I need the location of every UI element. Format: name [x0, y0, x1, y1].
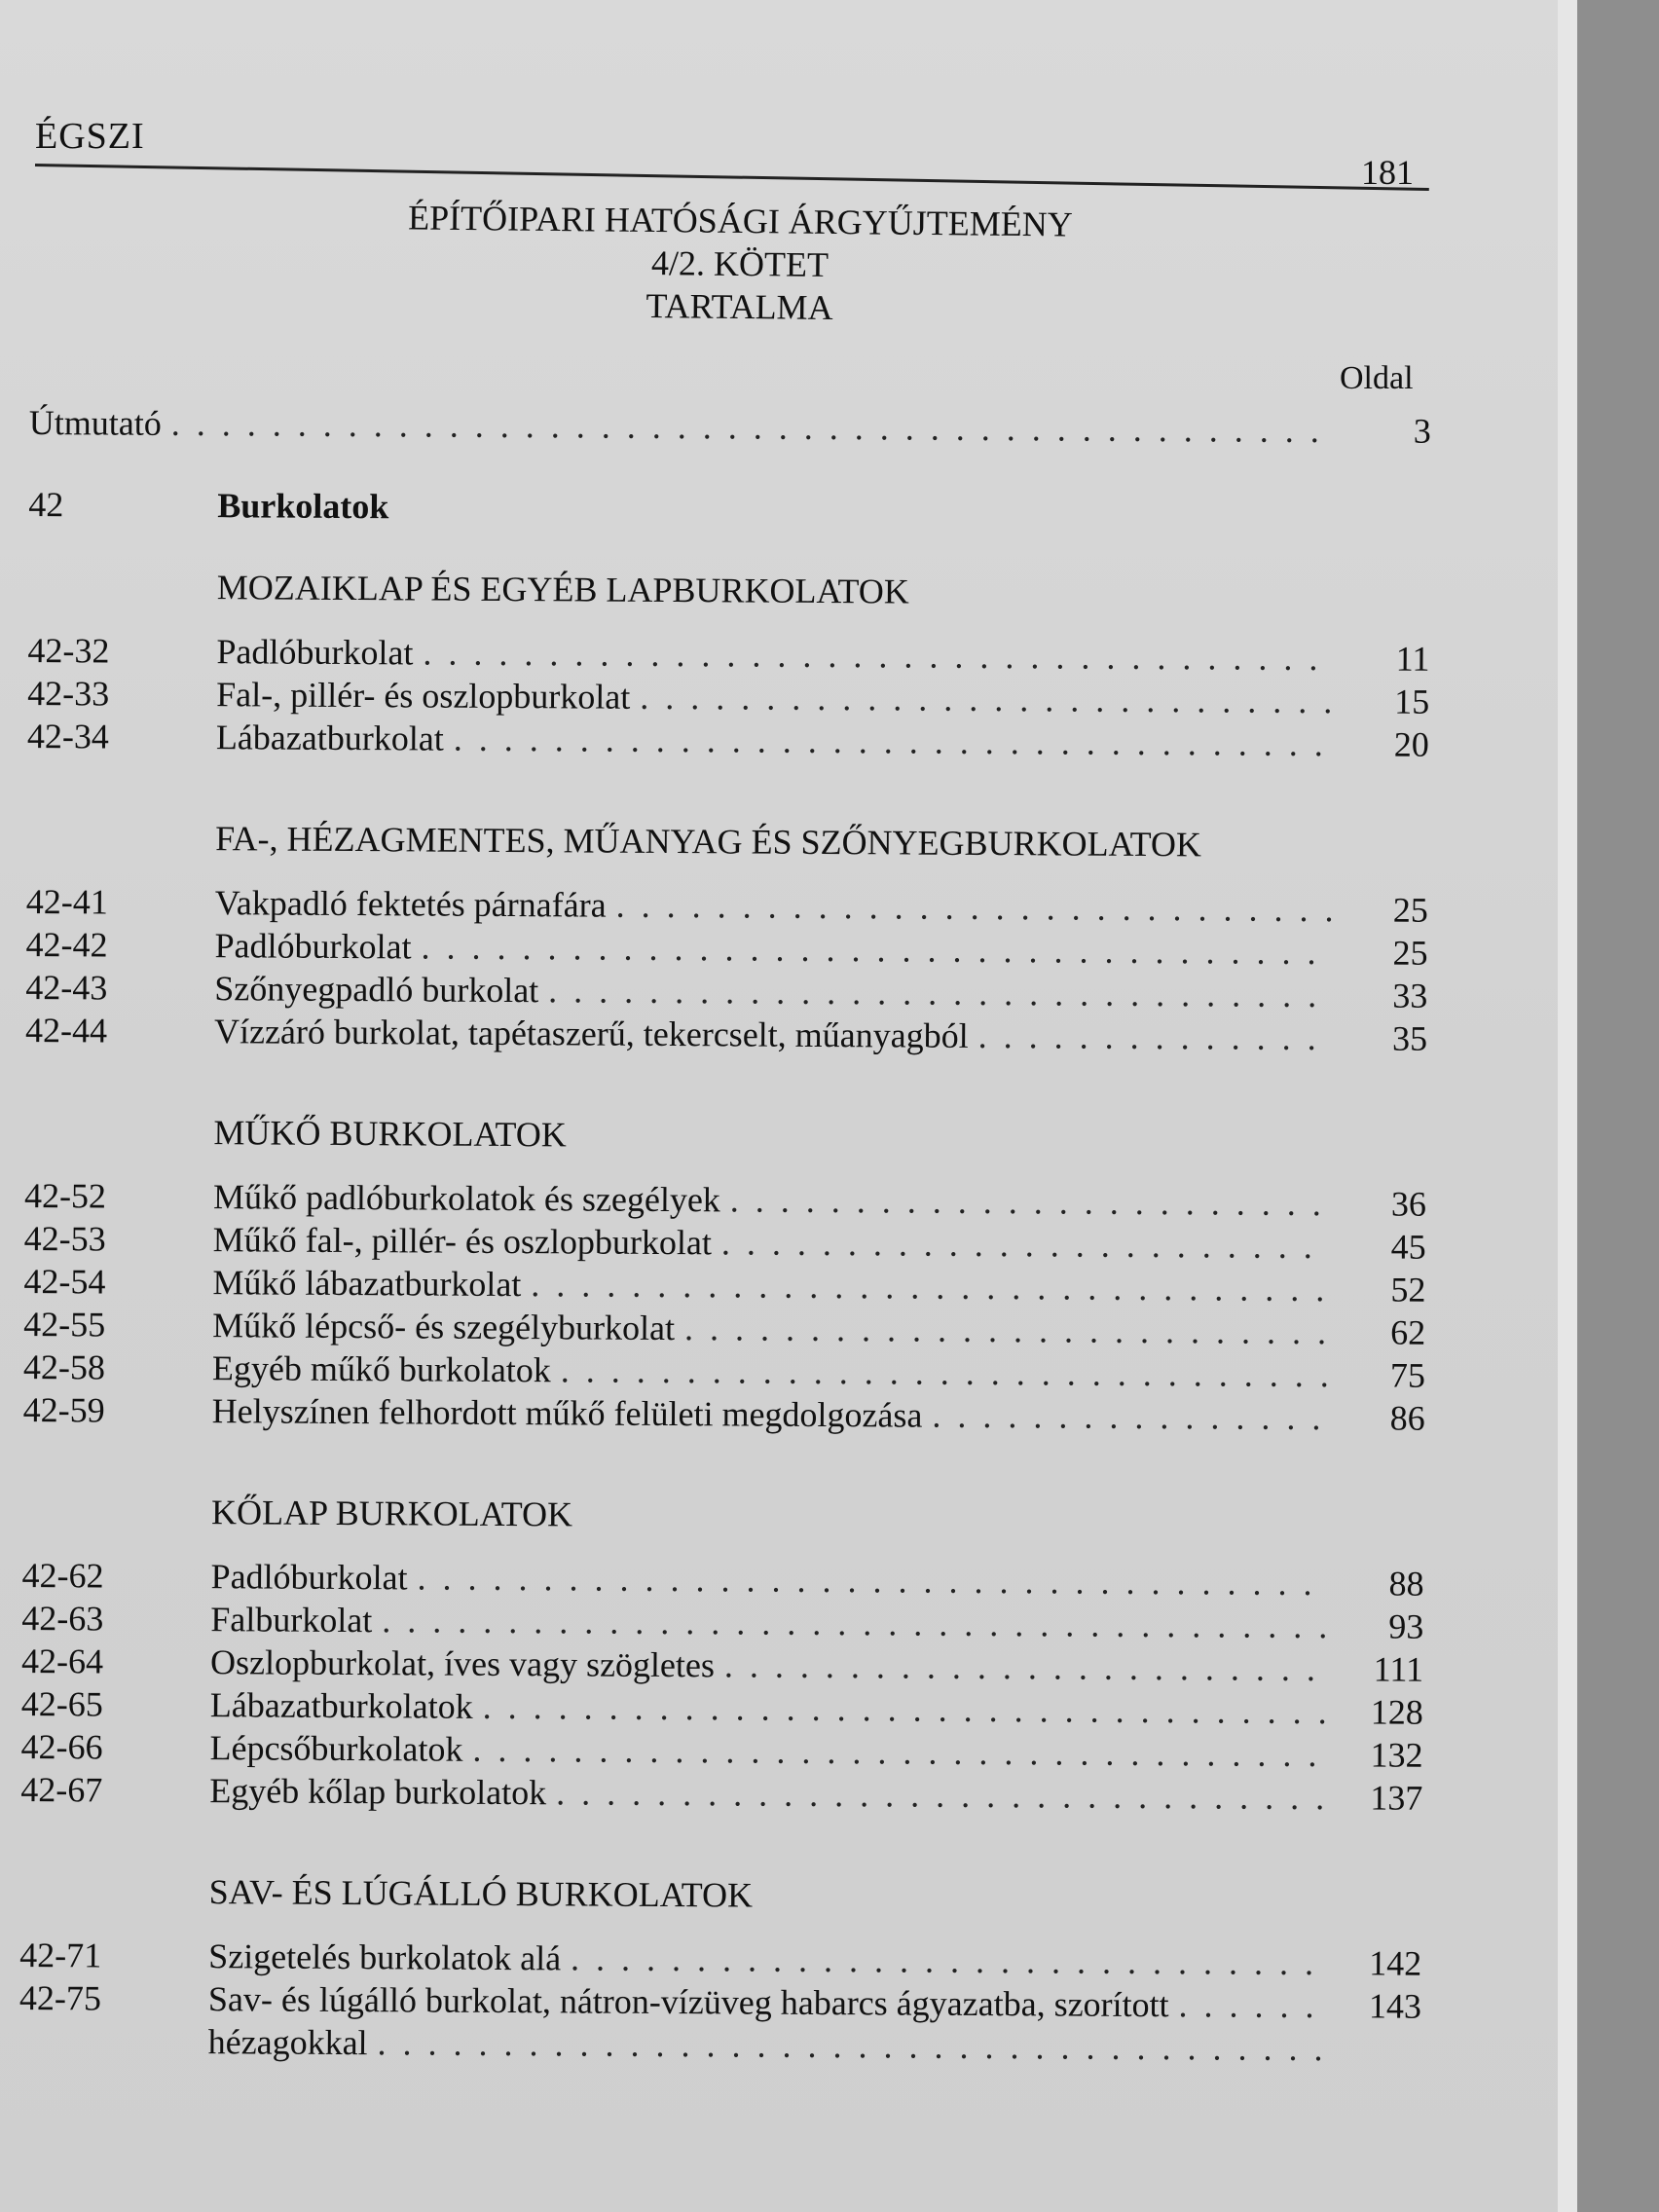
toc-code: 42-44: [24, 1010, 108, 1051]
toc-label: Padlóburkolat: [214, 926, 412, 967]
leader-dots: [616, 884, 1333, 931]
toc-code: 42-41: [25, 881, 108, 922]
toc-label: Vakpadló fektetés párnafára: [214, 883, 607, 925]
section-heading: [22, 1490, 1424, 1563]
toc-entry: [214, 924, 1427, 975]
title-line-2: 4/2. KÖTET: [650, 243, 830, 284]
toc-entry: [212, 1304, 1425, 1354]
toc-page: 128: [1370, 1692, 1423, 1732]
toc-entry: [213, 1218, 1426, 1269]
chapter-title: Burkolatok: [217, 486, 389, 527]
toc-code: 42-75: [18, 1977, 102, 2018]
toc-code: 42-53: [23, 1218, 106, 1259]
toc-page: 93: [1388, 1606, 1424, 1646]
toc-entry: [210, 1555, 1423, 1605]
toc-code: 42-64: [20, 1641, 104, 1681]
leader-dots: [382, 1599, 1328, 1647]
table-of-contents: [19, 401, 1431, 2071]
toc-code: 42-42: [25, 924, 108, 965]
toc-entry: [212, 1389, 1425, 1440]
toc-page: 88: [1388, 1564, 1424, 1604]
leader-dots: [423, 631, 1334, 680]
leader-dots: [1178, 1983, 1326, 2027]
leader-dots: [932, 1394, 1329, 1439]
toc-row: [27, 715, 1429, 766]
toc-row: [20, 1768, 1422, 1820]
page-edge: [1558, 0, 1577, 2212]
toc-entry: [210, 1683, 1423, 1734]
toc-label: Vízzáró burkolat, tapétaszerű, tekercselt, műanyagból: [213, 1012, 969, 1055]
toc-code: 42-54: [23, 1261, 106, 1302]
leader-dots: [483, 1685, 1328, 1733]
toc-row-intro: [29, 401, 1431, 453]
toc-entry: [29, 401, 1431, 453]
section-title: MOZAIKLAP ÉS EGYÉB LAPBURKOLATOK: [216, 568, 909, 611]
toc-row: [23, 1388, 1425, 1440]
leader-dots: [377, 2021, 1325, 2070]
toc-entry: [209, 1769, 1422, 1820]
toc-page: 143: [1368, 1986, 1422, 2026]
toc-entry: [216, 630, 1429, 681]
toc-label: Szőnyegpadló burkolat: [214, 969, 539, 1011]
toc-code: 42-71: [19, 1935, 102, 1975]
toc-page: 137: [1370, 1778, 1423, 1818]
title-line-3: TARTALMA: [645, 285, 833, 328]
toc-page: 3: [1413, 411, 1431, 451]
toc-entry: [214, 967, 1427, 1017]
title-block: [291, 195, 1188, 333]
toc-entry: [208, 1977, 1421, 2028]
toc-label: Falburkolat: [210, 1600, 373, 1641]
leader-dots: [721, 1221, 1331, 1268]
toc-code: 42-32: [27, 630, 110, 671]
leader-dots: [417, 1556, 1328, 1604]
toc-page: 62: [1390, 1312, 1426, 1352]
toc-code: 42-63: [21, 1598, 104, 1639]
toc-label: Helyszínen felhordott műkő felületi megdolgozása: [211, 1391, 923, 1435]
toc-entry: [209, 1726, 1422, 1777]
toc-label: Lábazatburkolatok: [209, 1685, 473, 1726]
toc-code: 42-55: [23, 1304, 106, 1345]
toc-label-continued: hézagokkal: [207, 2022, 368, 2063]
toc-entry: [215, 881, 1428, 932]
chapter-code: 42: [28, 484, 64, 525]
toc-page: 15: [1394, 682, 1430, 721]
toc-row-continuation: [19, 2019, 1421, 2071]
toc-label: Egyéb kőlap burkolatok: [209, 1771, 547, 1813]
toc-page: 33: [1392, 976, 1428, 1015]
toc-label: Műkő lépcső- és szegélyburkolat: [212, 1306, 676, 1348]
section-heading: [26, 816, 1428, 889]
toc-code: 42-58: [22, 1346, 106, 1387]
toc-page: 11: [1395, 639, 1430, 679]
toc-row: [25, 1009, 1427, 1060]
toc-entry: [212, 1346, 1425, 1397]
leader-dots: [561, 1348, 1330, 1396]
page-column-label: Oldal: [1340, 360, 1414, 396]
toc-page: 132: [1370, 1735, 1423, 1775]
toc-code: 42-65: [20, 1683, 103, 1724]
toc-entry: [208, 2020, 1421, 2071]
toc-code: 42-43: [25, 967, 108, 1008]
leader-dots: [472, 1728, 1327, 1776]
toc-entry: [216, 716, 1429, 766]
page-number: 181: [1361, 153, 1414, 192]
toc-code: 42-59: [22, 1389, 105, 1430]
toc-label: Padlóburkolat: [216, 632, 414, 673]
title-line-1: ÉPÍTŐIPARI HATÓSÁGI ÁRGYŰJTEMÉNY: [407, 198, 1073, 244]
toc-code: 42-34: [26, 716, 110, 756]
toc-page: 36: [1390, 1184, 1427, 1224]
toc-page: 75: [1389, 1355, 1426, 1395]
header-rule: [35, 164, 1429, 191]
leader-dots: [571, 1936, 1326, 1984]
toc-code: 42-33: [27, 673, 110, 714]
toc-entry: [213, 1175, 1426, 1226]
toc-code: 42-62: [21, 1555, 104, 1596]
toc-label: Padlóburkolat: [210, 1557, 408, 1598]
leader-dots: [171, 402, 1336, 452]
toc-label: Oszlopburkolat, íves vagy szögletes: [209, 1642, 716, 1685]
toc-label: Szigetelés burkolatok alá: [208, 1936, 562, 1978]
toc-label: Fal-, pillér- és oszlopburkolat: [216, 675, 631, 717]
section-heading: [19, 1869, 1421, 1942]
leader-dots: [730, 1178, 1331, 1225]
leader-dots: [640, 676, 1334, 722]
toc-code: 42-66: [20, 1726, 103, 1767]
toc-label: Egyéb műkő burkolatok: [211, 1348, 552, 1390]
toc-page: 111: [1373, 1649, 1424, 1689]
toc-code: 42-67: [20, 1769, 103, 1810]
section-title: SAV- ÉS LÚGÁLLÓ BURKOLATOK: [208, 1872, 754, 1915]
leader-dots: [724, 1643, 1328, 1690]
toc-entry: [216, 673, 1429, 723]
toc-page: 52: [1390, 1270, 1426, 1309]
toc-label: Műkő fal-, pillér- és oszlopburkolat: [212, 1220, 713, 1263]
leader-dots: [454, 718, 1334, 766]
running-head: ÉGSZI: [35, 116, 145, 157]
toc-page: 86: [1389, 1398, 1425, 1438]
toc-label: Sav- és lúgálló burkolat, nátron-vízüveg habarcs ágyazatba, szorított: [207, 1979, 1169, 2025]
leader-dots: [548, 969, 1332, 1016]
leader-dots: [978, 1014, 1333, 1059]
toc-page: 35: [1391, 1018, 1428, 1058]
toc-label: Lábazatburkolat: [215, 718, 444, 758]
section-title: KŐLAP BURKOLATOK: [210, 1493, 573, 1534]
leader-dots: [421, 925, 1332, 974]
toc-entry: [208, 1935, 1421, 1985]
toc-label: Műkő lábazatburkolat: [212, 1263, 522, 1305]
toc-code: 42-52: [23, 1175, 107, 1216]
toc-page: 142: [1369, 1943, 1422, 1983]
toc-page: 25: [1392, 890, 1428, 930]
section-title: MŰKŐ BURKOLATOK: [213, 1113, 567, 1155]
toc-row-chapter: [28, 483, 1430, 535]
leader-dots: [684, 1307, 1330, 1353]
toc-entry: [214, 1010, 1427, 1060]
section-heading: [28, 565, 1430, 638]
toc-label: Műkő padlóburkolatok és szegélyek: [212, 1177, 720, 1220]
leader-dots: [531, 1263, 1330, 1310]
toc-page: 25: [1392, 933, 1428, 973]
leader-dots: [556, 1771, 1327, 1819]
toc-entry: [210, 1641, 1423, 1691]
toc-page: 45: [1390, 1227, 1426, 1267]
section-title: FA-, HÉZAGMENTES, MŰANYAG ÉS SZŐNYEGBURKOLATOK: [215, 819, 1202, 865]
toc-label: Lépcsőburkolatok: [209, 1728, 463, 1769]
section-heading: [24, 1110, 1426, 1183]
toc-page: 20: [1393, 724, 1429, 764]
toc-entry: [210, 1598, 1423, 1648]
toc-entry: [212, 1261, 1425, 1311]
toc-label: Útmutató: [28, 402, 162, 443]
